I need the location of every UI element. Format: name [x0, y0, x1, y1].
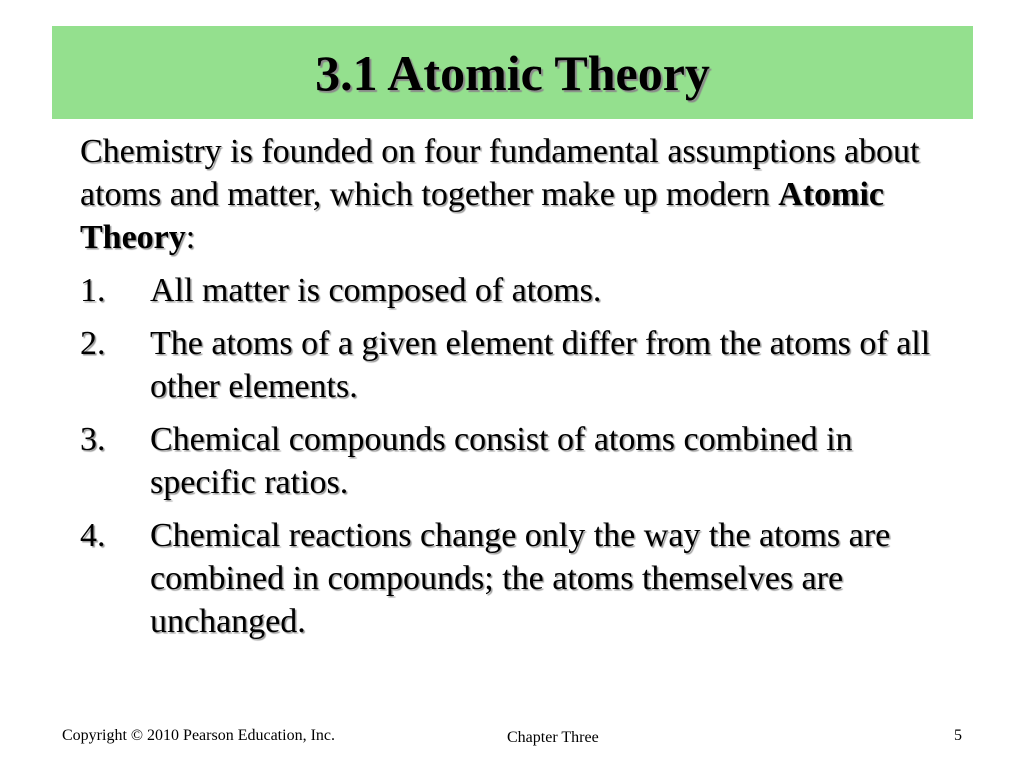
list-item — [80, 514, 960, 643]
list-item-text: Chemical compounds consist of atoms combined in specific ratios. — [150, 421, 853, 501]
footer-copyright: Copyright © 2010 Pearson Education, Inc. — [62, 727, 335, 744]
intro-text: Chemistry is founded on four fundamental assumptions about atoms and matter, which together make up modern — [80, 133, 920, 213]
footer-chapter: Chapter Three — [507, 729, 599, 746]
list-item-number: 4. — [80, 517, 106, 554]
intro-suffix: : — [185, 219, 196, 256]
slide-body — [80, 130, 960, 653]
title-banner — [52, 26, 973, 119]
assumption-list — [80, 269, 960, 643]
intro-bold-term: Atomic Theory — [80, 176, 885, 256]
list-item-text: All matter is composed of atoms. — [150, 272, 602, 309]
list-item — [80, 269, 960, 312]
footer-page-number: 5 — [954, 727, 962, 744]
list-item-text: Chemical reactions change only the way the atoms are combined in compounds; the atoms themselves are unchanged. — [150, 517, 891, 640]
list-item-number: 3. — [80, 421, 106, 458]
intro-paragraph — [80, 130, 960, 259]
list-item — [80, 418, 960, 504]
list-item — [80, 322, 960, 408]
slide-title: 3.1 Atomic Theory — [315, 44, 710, 101]
list-item-number: 1. — [80, 272, 106, 309]
list-item-text: The atoms of a given element differ from the atoms of all other elements. — [150, 325, 931, 405]
list-item-number: 2. — [80, 325, 106, 362]
